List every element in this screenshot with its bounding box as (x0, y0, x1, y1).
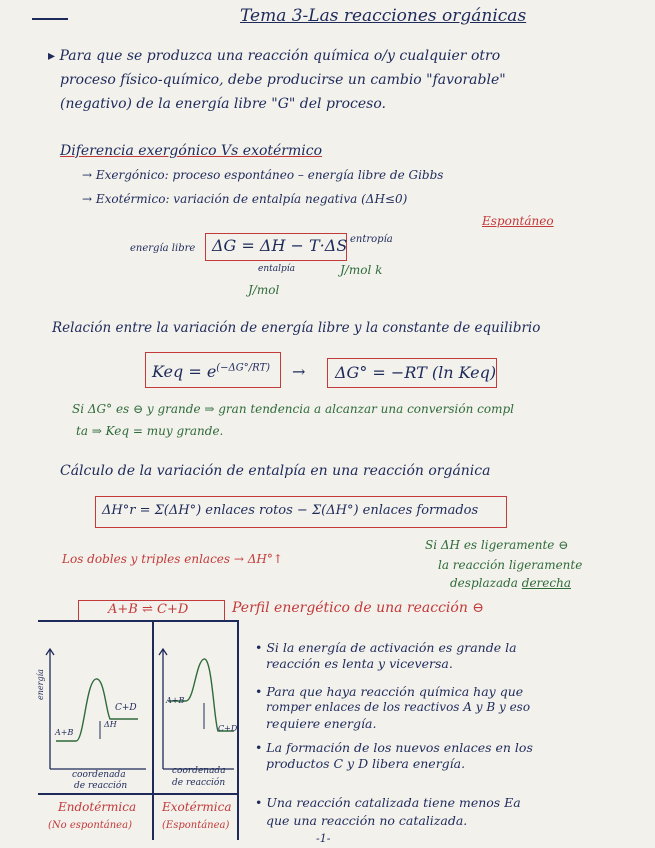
right-axes (159, 649, 234, 769)
left-xlabel-1: coordenada (72, 770, 126, 780)
bullet-arrow-icon: ▸ (48, 48, 60, 64)
keq-arrow-icon: → (292, 362, 306, 381)
intro-line-1: ▸ Para que se produzca una reacción química o/y cualquier otro (48, 48, 501, 64)
intro-line-3: (negativo) de la energía libre "G" del proceso. (60, 96, 386, 112)
enthalpy-equation: ΔH°r = Σ(ΔH°) enlaces rotos − Σ(ΔH°) enlaces formados (102, 503, 479, 518)
units-entropy: J/mol k (340, 263, 383, 277)
left-ylabel: energía (36, 669, 45, 700)
bullet-2-line-2: romper enlaces de los reactivos A y B y eso (266, 700, 531, 714)
si-note-1: Si ΔH es ligeramente ⊖ (425, 538, 569, 552)
exer-item-1: → Exergónico: proceso espontáneo – energía libre de Gibbs (82, 168, 444, 182)
entalpia-label: entalpía (258, 264, 295, 274)
keq-equation-2: ΔG° = −RT (ln Keq) (335, 363, 497, 382)
reaction-label: A+B ⇌ C+D (108, 602, 189, 617)
bullet-3-line-1: • La formación de los nuevos enlaces en los (255, 740, 533, 755)
bullet-1-line-1: • Si la energía de activación es grande la (255, 640, 517, 655)
right-curve (168, 659, 234, 731)
right-xlabel-1: coordenada (172, 766, 226, 776)
page-number: -1- (316, 832, 331, 845)
page-title: Tema 3-Las reacciones orgánicas (240, 6, 527, 26)
keq-equation-1: Keq = $e^{(-\Delta G^\circ/RT)}$ (152, 362, 271, 381)
exer-item-2: → Exotérmico: variación de entalpía negativa (ΔH≤0) (82, 192, 408, 206)
espontaneo-label: Espontáneo (482, 214, 554, 228)
right-xlabel-2: de reacción (172, 778, 226, 788)
dobles-note: Los dobles y triples enlaces → ΔH°↑ (62, 552, 283, 566)
keq-note-2: ta ⇒ Keq = muy grande. (76, 424, 224, 438)
intro-line-2: proceso físico-químico, debe producirse un cambio "favorable" (60, 72, 506, 88)
units-enthalpy: J/mol (248, 283, 280, 297)
bullet-3-line-2: productos C y D libera energía. (266, 756, 466, 771)
perfil-title: Perfil energético de una reacción ⊖ (232, 600, 485, 616)
exer-title: Diferencia exergónico Vs exotérmico (60, 143, 323, 159)
right-caption-2: (Espontánea) (162, 820, 230, 831)
left-end-label: C+D (115, 703, 137, 713)
left-caption-2: (No espontánea) (48, 820, 132, 831)
si-note-3: desplazada derecha (450, 576, 571, 590)
right-caption-1: Exotérmica (162, 800, 232, 814)
enthalpy-title: Cálculo de la variación de entalpía en una reacción orgánica (60, 463, 491, 479)
bullet-2-line-3: requiere energía. (266, 716, 377, 731)
left-caption-1: Endotérmica (58, 800, 137, 814)
bullet-1-line-2: reacción es lenta y viceversa. (266, 656, 453, 671)
header-dash (32, 18, 68, 20)
gibbs-left-label: energía libre (130, 243, 196, 254)
right-end-label: C+D (218, 724, 238, 733)
si-note-2: la reacción ligeramente (438, 558, 583, 572)
left-dh-label: ΔH (104, 720, 117, 729)
keq-title: Relación entre la variación de energía libre y la constante de equilibrio (52, 320, 541, 336)
bullet-2-line-1: • Para que haya reacción química hay que (255, 684, 524, 699)
right-start-label: A+B (166, 696, 185, 705)
bullet-4-line-1: • Una reacción catalizada tiene menos Ea (255, 795, 521, 810)
left-xlabel-2: de reacción (74, 781, 128, 791)
keq-note-1: Si ΔG° es ⊖ y grande ⇒ gran tendencia a alcanzar una conversión compl (72, 402, 514, 416)
left-start-label: A+B (55, 728, 74, 737)
bullet-4-line-2: que una reacción no catalizada. (266, 813, 468, 828)
entropia-label: entropía (350, 234, 393, 245)
gibbs-equation: ΔG = ΔH − T·ΔS (212, 236, 348, 255)
